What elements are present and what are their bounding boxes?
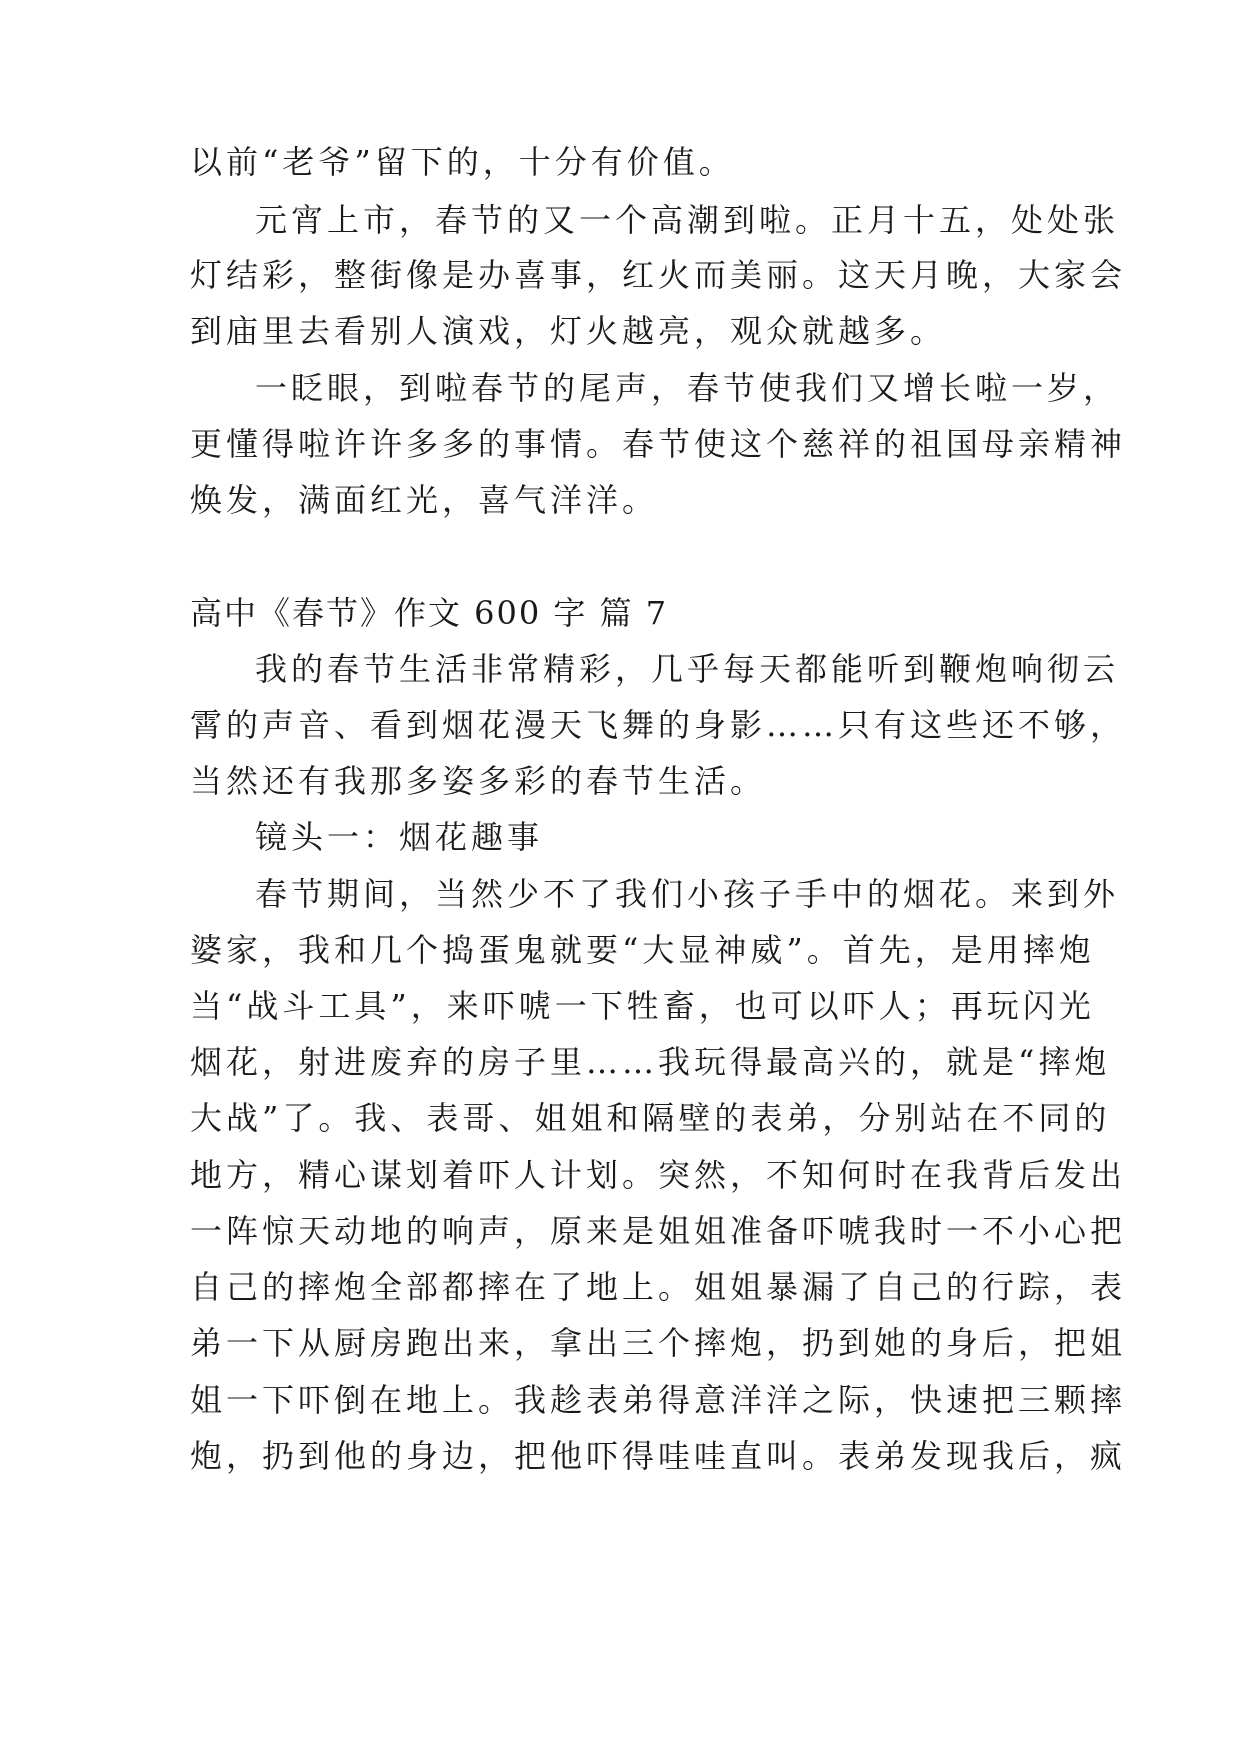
- text-line: 婆家，我和几个捣蛋鬼就要“大显神威”。首先，是用摔炮: [190, 931, 1095, 969]
- text-line: 以前“老爷”留下的，十分有价值。: [190, 143, 735, 181]
- section-heading: 高中《春节》作文 600 字 篇 7: [190, 594, 669, 632]
- text-line: 更懂得啦许许多多的事情。春节使这个慈祥的祖国母亲精神: [190, 425, 1127, 463]
- text-line: 地方，精心谋划着吓人计划。突然，不知何时在我背后发出: [190, 1156, 1127, 1194]
- paragraph-start-line: 春节期间，当然少不了我们小孩子手中的烟花。来到外: [255, 875, 1120, 913]
- text-line: 霄的声音、看到烟花漫天飞舞的身影……只有这些还不够，: [190, 706, 1127, 744]
- text-line: 灯结彩，整街像是办喜事，红火而美丽。这天月晚，大家会: [190, 256, 1127, 294]
- paragraph-start-line: 一眨眼，到啦春节的尾声，春节使我们又增长啦一岁，: [255, 369, 1120, 407]
- text-line: 焕发，满面红光，喜气洋洋。: [190, 481, 659, 519]
- text-line: 当然还有我那多姿多彩的春节生活。: [190, 762, 767, 800]
- text-line: 炮，扔到他的身边，把他吓得哇哇直叫。表弟发现我后，疯: [190, 1437, 1127, 1475]
- text-line: 大战”了。我、表哥、姐姐和隔壁的表弟，分别站在不同的: [190, 1099, 1111, 1137]
- paragraph-start-line: 我的春节生活非常精彩，几乎每天都能听到鞭炮响彻云: [255, 650, 1120, 688]
- text-line: 当“战斗工具”，来吓唬一下牲畜，也可以吓人；再玩闪光: [190, 987, 1095, 1025]
- paragraph-start-line: 元宵上市，春节的又一个高潮到啦。正月十五，处处张: [255, 201, 1120, 239]
- subheading-line: 镜头一：烟花趣事: [255, 818, 544, 856]
- text-line: 姐一下吓倒在地上。我趁表弟得意洋洋之际，快速把三颗摔: [190, 1381, 1127, 1419]
- text-line: 自己的摔炮全部都摔在了地上。姐姐暴漏了自己的行踪，表: [190, 1268, 1127, 1306]
- text-line: 一阵惊天动地的响声，原来是姐姐准备吓唬我时一不小心把: [190, 1212, 1127, 1250]
- text-line: 到庙里去看别人演戏，灯火越亮，观众就越多。: [190, 312, 947, 350]
- text-line: 烟花，射进废弃的房子里……我玩得最高兴的，就是“摔炮: [190, 1043, 1111, 1081]
- text-line: 弟一下从厨房跑出来，拿出三个摔炮，扔到她的身后，把姐: [190, 1324, 1127, 1362]
